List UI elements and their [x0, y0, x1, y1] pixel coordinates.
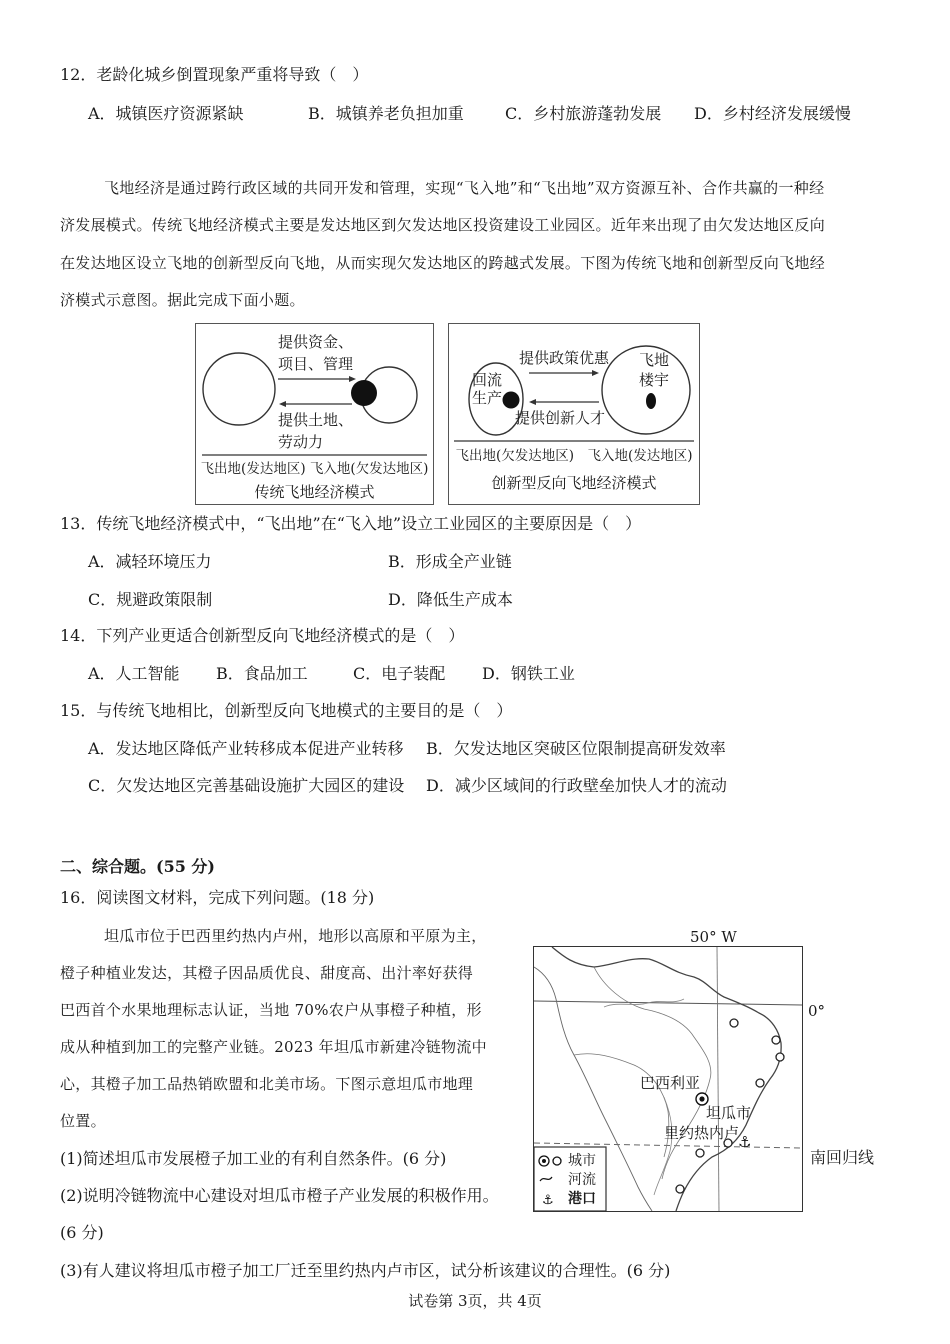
traditional-model-diagram [195, 323, 434, 505]
q16-passage-line-4: 成从种植到加工的完整产业链。2023 年坦瓜市新建冷链物流中 [60, 1038, 487, 1056]
location-map [533, 946, 803, 1212]
q16-passage-line-5: 心，其橙子加工品热销欧盟和北美市场。下图示意坦瓜市地理 [60, 1075, 474, 1093]
page-footer: 试卷第 3页，共 4页 [408, 1292, 542, 1310]
map-city-label: 坦瓜市 [706, 1104, 752, 1122]
q16-passage-line-1: 坦瓜市位于巴西里约热内卢州，地形以高原和平原为主， [104, 927, 487, 945]
reverse-top-label: 提供政策优惠 [519, 349, 610, 367]
reverse-right-circle-label-1: 飞地 [639, 351, 670, 369]
q16-sub3: (3)有人建议将坦瓜市橙子加工厂迁至里约热内卢市区，试分析该建议的合理性。(6 分) [60, 1261, 671, 1280]
q13-option-b: B．形成全产业链 [388, 552, 512, 571]
q14-option-d: D．钢铁工业 [482, 664, 575, 683]
map-city-marker [676, 1185, 684, 1193]
traditional-bottom-label-1: 提供土地、 [278, 411, 354, 429]
passage1-line-4: 济模式示意图。据此完成下面小题。 [60, 291, 305, 309]
map-tropic-label: 南回归线 [810, 1148, 875, 1167]
traditional-top-label-2: 项目、管理 [278, 355, 354, 373]
q12-option-a: A．城镇医疗资源紧缺 [88, 104, 244, 123]
q15-option-c: C．欠发达地区完善基础设施扩大园区的建设 [88, 776, 405, 795]
interior-border [574, 1054, 669, 1157]
q13-option-d: D．降低生产成本 [388, 590, 513, 609]
legend-port-label: 港口 [568, 1191, 596, 1207]
q14-stem: 14．下列产业更适合创新型反向飞地经济模式的是（ ） [60, 626, 465, 645]
passage1-line-1: 飞地经济是通过跨行政区域的共同开发和管理，实现“飞入地”和“飞出地”双方资源互补、合作共赢的一种经 [104, 179, 825, 197]
q12-option-d: D．乡村经济发展缓慢 [694, 104, 851, 123]
reverse-model-diagram [448, 323, 700, 505]
passage1-line-2: 济发展模式。传统飞地经济模式主要是发达地区到欠发达地区投资建设工业园区。近年来出现了由欠发达地区反向 [60, 216, 826, 234]
q12-stem: 12．老龄化城乡倒置现象严重将导致（ ） [60, 65, 369, 84]
traditional-model-title: 传统飞地经济模式 [254, 483, 375, 501]
q15-option-d: D．减少区域间的行政壁垒加快人才的流动 [426, 776, 727, 795]
q15-stem: 15．与传统飞地相比，创新型反向飞地模式的主要目的是（ ） [60, 701, 513, 720]
q13-stem: 13．传统飞地经济模式中，“飞出地”在“飞入地”设立工业园区的主要原因是（ ） [60, 514, 642, 533]
reverse-model-title: 创新型反向飞地经济模式 [491, 474, 657, 492]
q15-option-b: B．欠发达地区突破区位限制提高研发效率 [426, 739, 726, 758]
q16-stem: 16．阅读图文材料，完成下列问题。(18 分) [60, 888, 375, 907]
q14-option-b: B．食品加工 [216, 664, 308, 683]
map-equator-label: 0° [808, 1002, 826, 1020]
section2-title: 二、综合题。(55 分) [60, 857, 215, 876]
q16-sub2-line-1: (2)说明冷链物流中心建设对坦瓜市橙子产业发展的积极作用。 [60, 1186, 499, 1205]
legend-city-icon [553, 1157, 561, 1165]
map-capital-label: 巴西利亚 [640, 1074, 701, 1092]
q12-option-c: C．乡村旅游蓬勃发展 [505, 104, 662, 123]
map-city-marker [772, 1036, 780, 1044]
q16-passage-line-3: 巴西首个水果地理标志认证，当地 70%农户从事橙子种植，形 [60, 1001, 482, 1019]
q13-option-c: C．规避政策限制 [88, 590, 213, 609]
q14-option-a: A．人工智能 [88, 664, 180, 683]
map-city-marker [730, 1019, 738, 1027]
reverse-left-circle-label-1: 回流 [472, 371, 503, 389]
reverse-region-labels: 飞出地(欠发达地区) 飞入地(发达地区) [455, 448, 693, 464]
traditional-region-labels: 飞出地(发达地区) 飞入地(欠发达地区) [200, 461, 429, 477]
capital-marker-dot [699, 1096, 704, 1101]
q13-option-a: A．减轻环境压力 [88, 552, 212, 571]
q14-option-c: C．电子装配 [353, 664, 446, 683]
map-city-marker [776, 1053, 784, 1061]
legend-river-label: 河流 [568, 1172, 596, 1188]
map-state-label: 里约热内卢 [664, 1124, 740, 1142]
reverse-left-circle-label-2: 生产 [472, 389, 503, 407]
meridian-line [717, 947, 719, 1211]
reverse-right-circle-label-2: 楼宇 [639, 371, 670, 389]
q16-sub1: (1)简述坦瓜市发展橙子加工业的有利自然条件。(6 分) [60, 1149, 447, 1168]
legend-port-icon: ⚓ [542, 1193, 554, 1208]
traditional-bottom-label-2: 劳动力 [278, 433, 324, 451]
q16-passage-line-6: 位置。 [60, 1112, 106, 1130]
traditional-top-label-1: 提供资金、 [278, 333, 354, 351]
q15-option-a: A．发达地区降低产业转移成本促进产业转移 [88, 739, 404, 758]
legend-city-label: 城市 [568, 1153, 596, 1169]
passage1-line-3: 在发达地区设立飞地的创新型反向飞地，从而实现欠发达地区的跨越式发展。下图为传统飞地和创新型反向飞地经 [60, 254, 826, 272]
port-anchor-icon: ⚓ [738, 1133, 752, 1151]
map-city-marker [756, 1079, 764, 1087]
q16-passage-line-2: 橙子种植业发达，其橙子因品质优良、甜度高、出汁率好获得 [60, 964, 474, 982]
map-longitude-label: 50° W [690, 928, 737, 946]
q16-sub2-line-2: (6 分) [60, 1223, 104, 1242]
map-city-marker [696, 1149, 704, 1157]
q12-option-b: B．城镇养老负担加重 [308, 104, 464, 123]
reverse-bottom-label: 提供创新人才 [515, 409, 606, 427]
